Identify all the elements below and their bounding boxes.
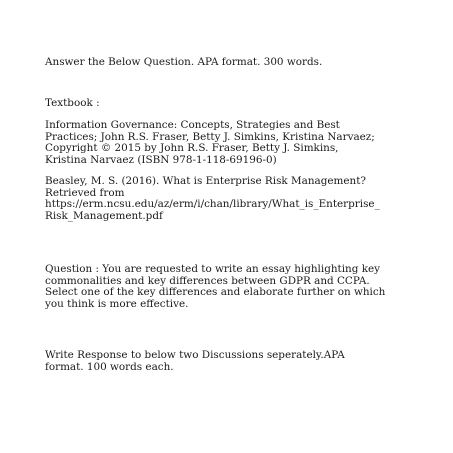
reference-citation: Beasley, M. S. (2016). What is Enterprise Risk Management? Retrieved from https://erm.ncsu.edu/az/erm/i/chan/library/What_is_Enterprise_ Risk_Management.pdf xyxy=(45,175,380,222)
textbook-citation: Information Governance: Concepts, Strategies and Best Practices; John R.S. Fraser, Betty J. Simkins, Kristina Narvaez; Copyright © 2015 by John R.S. Fraser, Betty J. Simkins, Kristina Narvaez (ISBN 978-1-118-69196-0) xyxy=(45,119,375,166)
textbook-label: Textbook : xyxy=(45,97,100,109)
essay-question: Question : You are requested to write an essay highlighting key commonalities and key differences between GDPR and CCPA. Select one of the key differences and elaborate further on which you think is more effective. xyxy=(45,263,386,310)
assignment-instruction: Answer the Below Question. APA format. 300 words. xyxy=(45,56,323,68)
discussion-instruction: Write Response to below two Discussions seperately.APA format. 100 words each. xyxy=(45,349,345,373)
